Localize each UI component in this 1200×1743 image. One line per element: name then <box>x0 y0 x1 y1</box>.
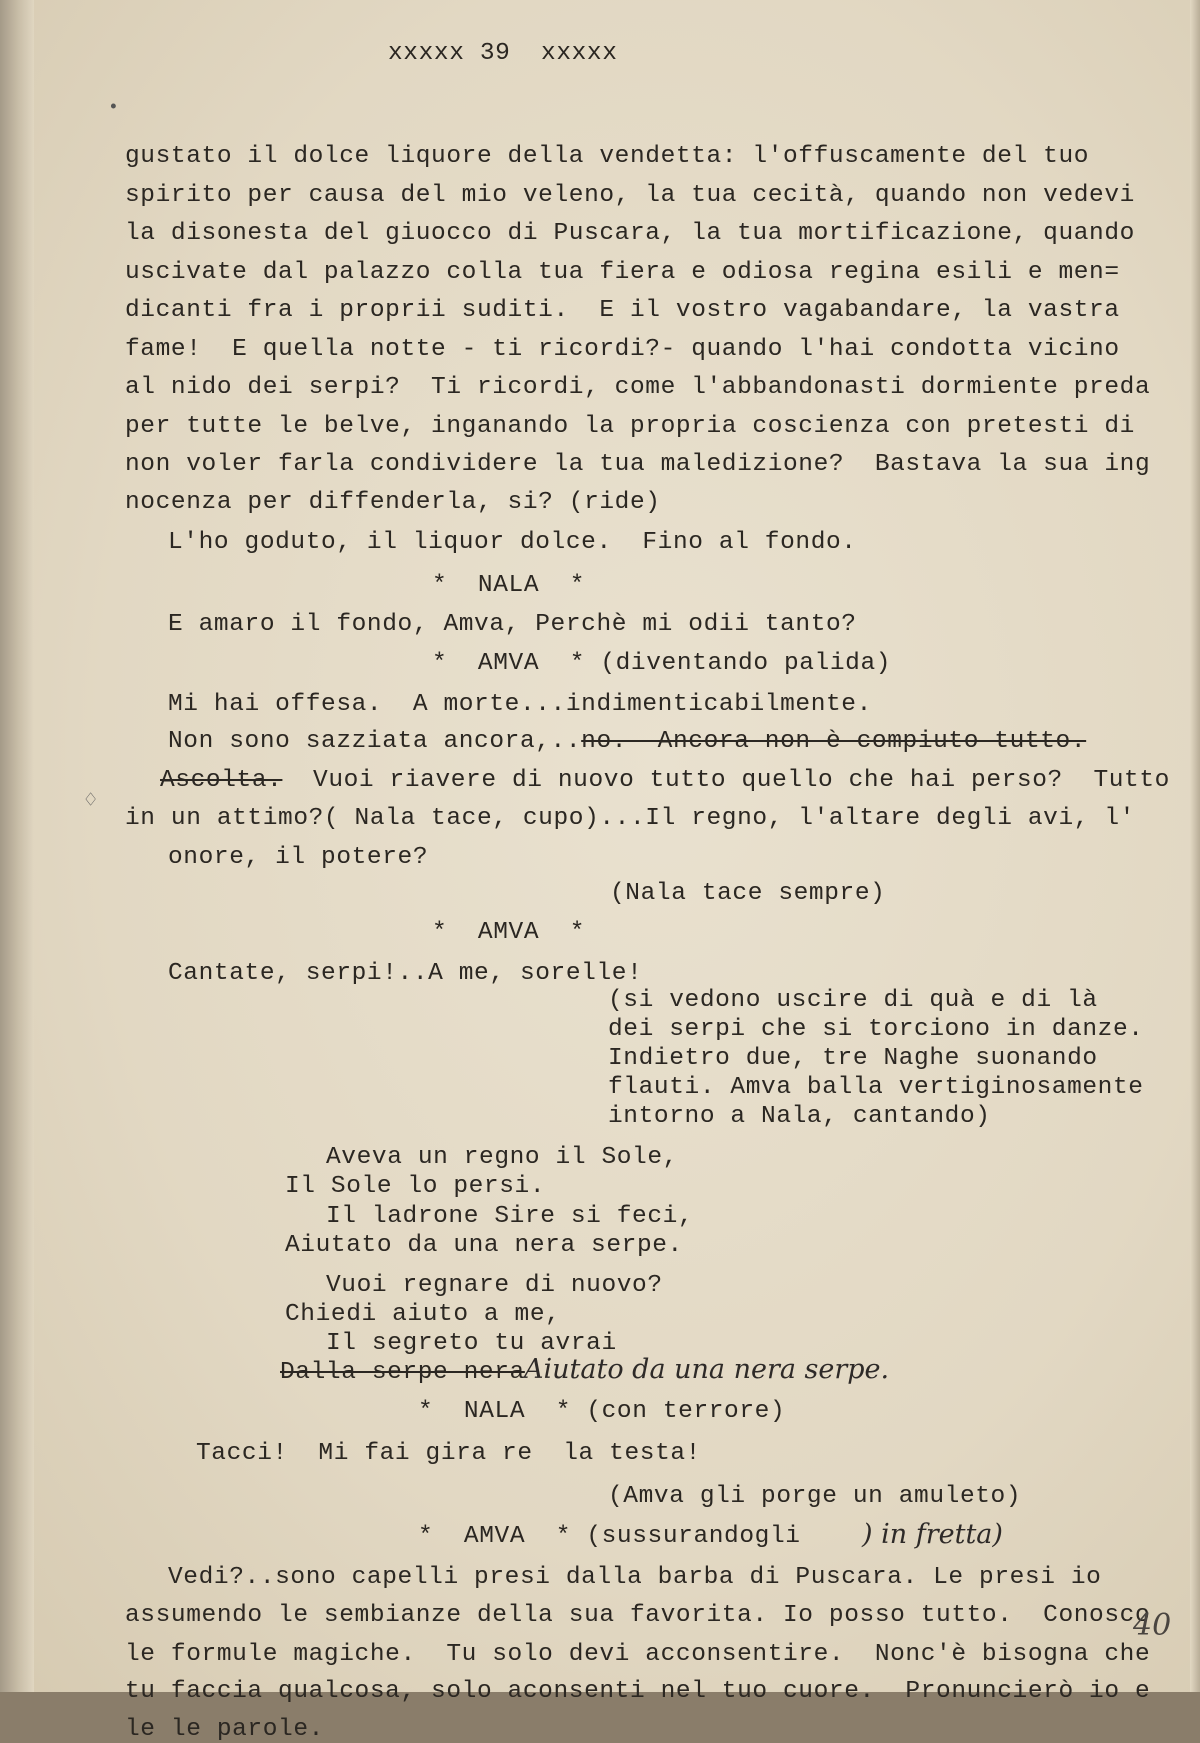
speaker-amva: * AMVA * (diventando palida) <box>432 650 892 677</box>
text-line <box>168 730 1086 755</box>
song-line: Vuoi regnare di nuovo? <box>326 1272 663 1299</box>
stage-direction: (Nala tace sempre) <box>610 880 886 907</box>
handwritten-annotation: ) in fretta) <box>862 1519 1003 1550</box>
text-line: spirito per causa del mio veleno, la tua cecità, quando non vedevi <box>125 182 1135 209</box>
text-line: per tutte le belve, inganando la propria coscienza con pretesti di <box>125 413 1135 440</box>
text-line: Vedi?..sono capelli presi dalla barba di Puscara. Le presi io <box>168 1564 1102 1591</box>
text-line: dicanti fra i proprii suditi. E il vostro vagabandare, la vastra <box>125 297 1120 324</box>
song-line: Il Sole lo persi. <box>285 1173 546 1200</box>
struck-text: Ascolta. <box>160 767 283 794</box>
text-line: in un attimo?( Nala tace, cupo)...Il regno, l'altare degli avi, l' <box>125 805 1135 832</box>
text-segment: Non sono sazziata ancora,.. <box>168 728 582 755</box>
text-line: le formule magiche. Tu solo devi acconsentire. Nonc'è bisogna che <box>125 1641 1151 1668</box>
song-line: Aiutato da una nera serpe. <box>285 1232 683 1259</box>
page-edge <box>1190 0 1200 1692</box>
song-line: Il ladrone Sire si feci, <box>326 1203 694 1230</box>
speaker-amva: * AMVA * (sussurandogli <box>418 1523 801 1550</box>
text-line: gustato il dolce liquore della vendetta: l'offuscamente del tuo <box>125 143 1090 170</box>
song-line: Aveva un regno il Sole, <box>326 1144 678 1171</box>
speaker-amva: * AMVA * <box>432 919 586 946</box>
text-line: E amaro il fondo, Amva, Perchè mi odii tanto? <box>168 611 857 638</box>
text-line <box>160 769 1170 794</box>
stage-direction: Indietro due, tre Naghe suonando <box>608 1045 1098 1072</box>
text-line: Cantate, serpi!..A me, sorelle! <box>168 960 643 987</box>
stage-direction: (si vedono uscire di quà e di là <box>608 987 1098 1014</box>
binding-edge <box>0 0 34 1692</box>
text-line: la disonesta del giuocco di Puscara, la tua mortificazione, quando <box>125 220 1135 247</box>
stage-direction: dei serpi che si torciono in danze. <box>608 1016 1144 1043</box>
page-header: xxxxx 39 xxxxx <box>388 40 618 67</box>
text-line: al nido dei serpi? Ti ricordi, come l'abbandonasti dormiente preda <box>125 374 1151 401</box>
struck-text: no. Ancora non è compiuto tutto. <box>581 728 1087 755</box>
text-line: fame! E quella notte - ti ricordi?- quando l'hai condotta vicino <box>125 336 1120 363</box>
handwritten-correction: Aiutato da una nera serpe. <box>524 1354 890 1385</box>
text-line: non voler farla condividere la tua maledizione? Bastava la sua ing <box>125 451 1151 478</box>
stage-direction: intorno a Nala, cantando) <box>608 1103 991 1130</box>
text-line: uscivate dal palazzo colla tua fiera e odiosa regina esili e men= <box>125 259 1120 286</box>
text-line: Tacci! Mi fai gira re la testa! <box>196 1440 701 1467</box>
struck-song-line: Dalla serpe nera <box>280 1359 525 1386</box>
speaker-nala: * NALA * (con terrore) <box>418 1398 786 1425</box>
text-line: onore, il potere? <box>168 844 429 871</box>
paperclip-mark: ♢ <box>84 789 98 814</box>
paper-speck: • <box>108 98 119 118</box>
text-line: le le parole. <box>125 1716 324 1743</box>
text-segment: Vuoi riavere di nuovo tutto quello che hai perso? Tutto <box>282 767 1170 794</box>
stage-direction: flauti. Amva balla vertiginosamente <box>608 1074 1144 1101</box>
song-line: Chiedi aiuto a me, <box>285 1301 561 1328</box>
text-line: Mi hai offesa. A morte...indimenticabilmente. <box>168 691 872 718</box>
song-line: Il segreto tu avrai <box>326 1330 617 1357</box>
speaker-nala: * NALA * <box>432 572 586 599</box>
text-line: L'ho goduto, il liquor dolce. Fino al fondo. <box>168 529 857 556</box>
text-line: nocenza per diffenderla, si? (ride) <box>125 489 661 516</box>
handwritten-page-number: 40 <box>1133 1608 1172 1643</box>
stage-direction: (Amva gli porge un amuleto) <box>608 1483 1022 1510</box>
text-line: assumendo le sembianze della sua favorita. Io posso tutto. Conosco <box>125 1602 1151 1629</box>
text-line: tu faccia qualcosa, solo aconsenti nel tuo cuore. Pronuncierò io e <box>125 1678 1151 1705</box>
